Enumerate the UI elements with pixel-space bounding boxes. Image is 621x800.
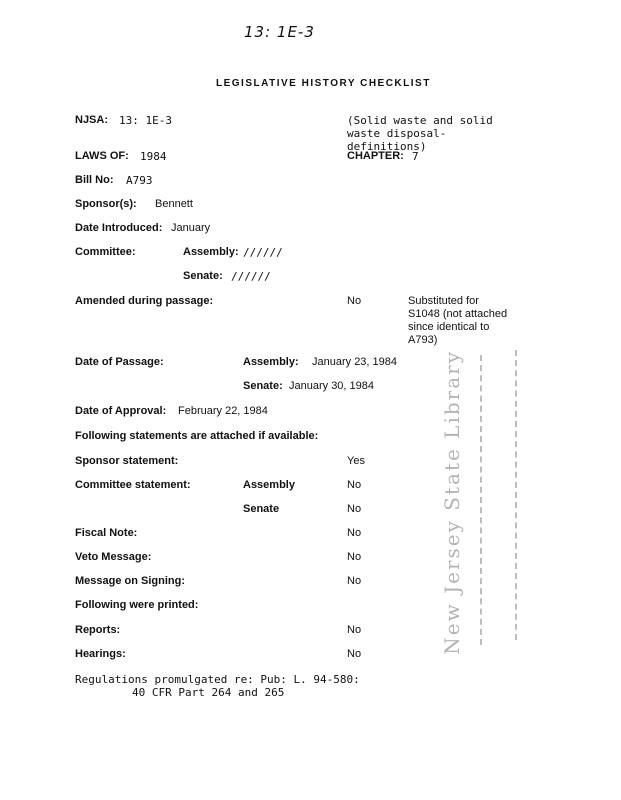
- stamp-border-line: [480, 355, 482, 645]
- amended-label: Amended during passage:: [75, 295, 214, 307]
- amended-note-line: Substituted for: [408, 295, 479, 307]
- passage-senate-label: Senate:: [243, 380, 283, 392]
- njsa-description: (Solid waste and solid waste disposal-definitions): [347, 114, 493, 153]
- date-introduced-label: Date Introduced:: [75, 222, 163, 234]
- message-on-signing-value: No: [347, 575, 362, 587]
- njsa-value: 13: 1E-3: [119, 114, 172, 127]
- committee-statement-senate-label: Senate: [243, 503, 280, 515]
- committee-statement-senate-value: No: [347, 503, 362, 515]
- bill-no-value: A793: [126, 174, 153, 187]
- veto-message-value: No: [347, 551, 362, 563]
- committee-senate-label: Senate:: [183, 270, 223, 282]
- chapter-label: CHAPTER:: [347, 150, 404, 162]
- following-printed-heading: Following were printed:: [75, 599, 199, 611]
- sponsor-statement-label: Sponsor statement:: [75, 455, 179, 467]
- laws-of-label: LAWS OF:: [75, 150, 129, 162]
- amended-note-line: A793): [408, 334, 438, 346]
- fiscal-note-value: No: [347, 527, 362, 539]
- reports-label: Reports:: [75, 624, 121, 636]
- committee-assembly-label: Assembly:: [183, 246, 239, 258]
- handwritten-id: 13: 1E-3: [244, 23, 315, 41]
- sponsors-value: Bennett: [155, 198, 193, 210]
- laws-of-value: 1984: [140, 150, 167, 163]
- hearings-label: Hearings:: [75, 648, 126, 660]
- committee-label: Committee:: [75, 246, 136, 258]
- committee-statement-label: Committee statement:: [75, 479, 191, 491]
- amended-note-line: S1048 (not attached: [408, 308, 508, 320]
- committee-assembly-value: //////: [243, 246, 283, 259]
- committee-statement-assembly-value: No: [347, 479, 362, 491]
- chapter-value: 7: [412, 150, 419, 163]
- njsa-label: NJSA:: [75, 114, 109, 126]
- following-attached-heading: Following statements are attached if available:: [75, 430, 319, 442]
- page-title: LEGISLATIVE HISTORY CHECKLIST: [216, 78, 431, 89]
- stamp-border-line: [515, 350, 517, 640]
- library-stamp-text: New Jersey State Library: [440, 350, 464, 655]
- library-stamp: [440, 350, 530, 660]
- amended-value: No: [347, 295, 362, 307]
- date-introduced-value: January: [171, 222, 211, 234]
- date-of-approval-label: Date of Approval:: [75, 405, 167, 417]
- passage-assembly-label: Assembly:: [243, 356, 299, 368]
- veto-message-label: Veto Message:: [75, 551, 152, 563]
- sponsors-label: Sponsor(s):: [75, 198, 137, 210]
- committee-statement-assembly-label: Assembly: [243, 479, 295, 491]
- date-of-approval-value: February 22, 1984: [178, 405, 268, 417]
- date-of-passage-label: Date of Passage:: [75, 356, 164, 368]
- reports-value: No: [347, 624, 362, 636]
- fiscal-note-label: Fiscal Note:: [75, 527, 138, 539]
- passage-assembly-value: January 23, 1984: [312, 356, 398, 368]
- hearings-value: No: [347, 648, 362, 660]
- regulations-line: Regulations promulgated re: Pub: L. 94-580:: [75, 673, 360, 686]
- passage-senate-value: January 30, 1984: [289, 380, 375, 392]
- bill-no-label: Bill No:: [75, 174, 114, 186]
- regulations-line: 40 CFR Part 264 and 265: [132, 686, 285, 699]
- committee-senate-value: //////: [231, 270, 271, 283]
- amended-note-line: since identical to: [408, 321, 490, 333]
- message-on-signing-label: Message on Signing:: [75, 575, 186, 587]
- sponsor-statement-value: Yes: [347, 455, 365, 467]
